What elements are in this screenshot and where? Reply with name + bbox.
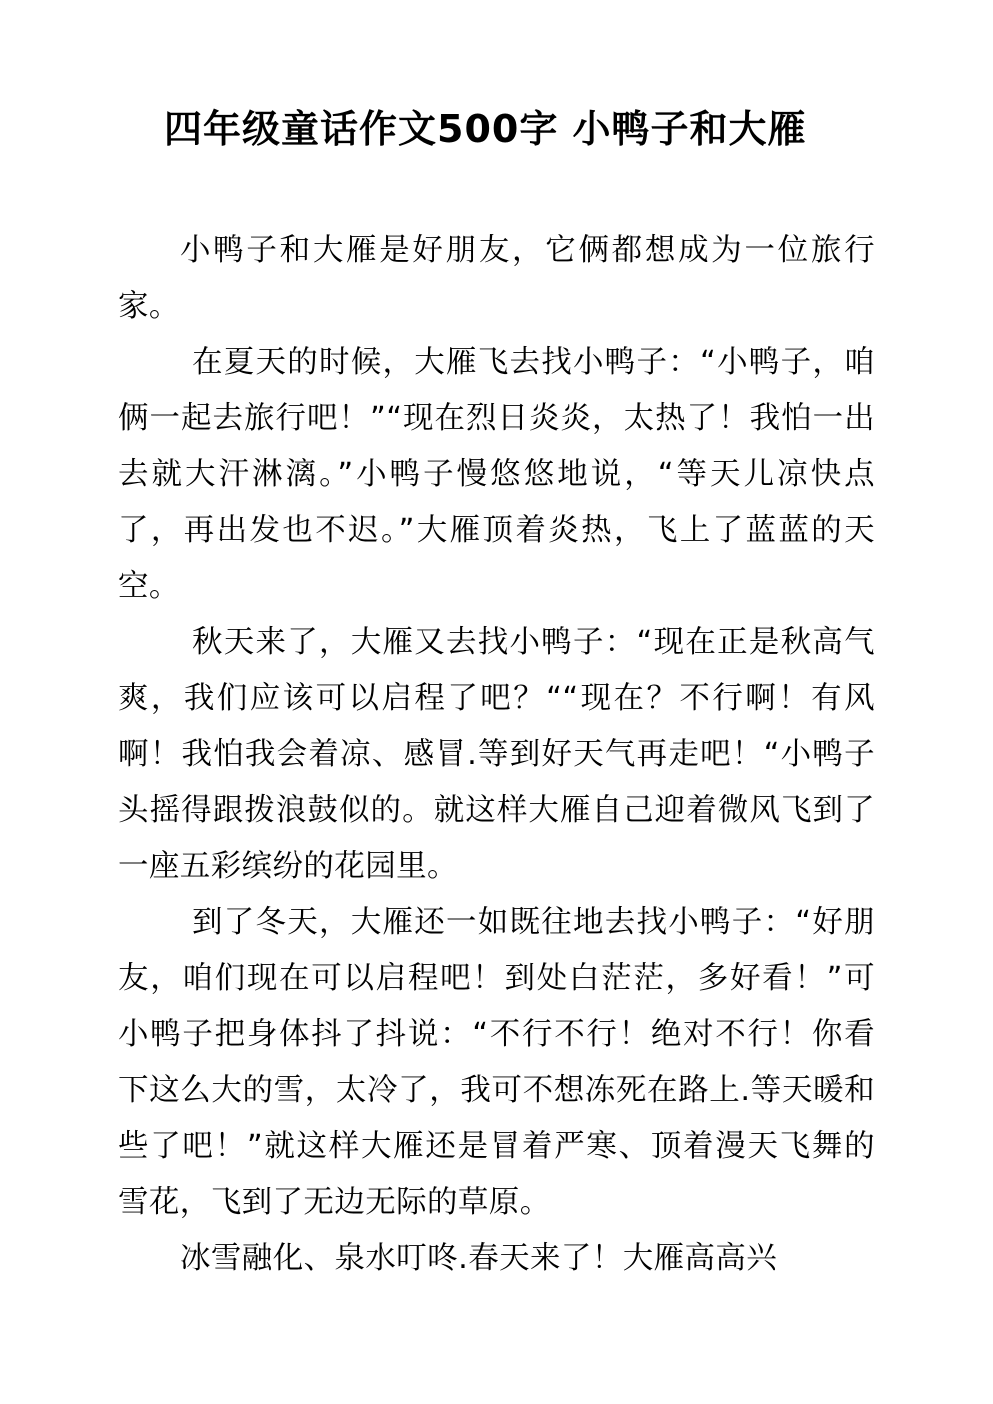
paragraph: 冰雪融化、泉水叮咚.春天来了！大雁高高兴	[180, 1241, 778, 1277]
paragraph: 秋天来了，大雁又去找小鸭子：“现在正是秋高气爽，我们应该可以启程了吧？““现在？不行啊！有风啊！我怕我会着凉、感冒.等到好天气再走吧！“小鸭子头摇得跟拨浪鼓似的。就这样大雁自己迎着微风飞到了一座五彩缤纷的花园里。	[118, 625, 875, 885]
document-body	[118, 223, 875, 1287]
paragraph: 小鸭子和大雁是好朋友，它俩都想成为一位旅行家。	[118, 233, 875, 325]
paragraph: 在夏天的时候，大雁飞去找小鸭子：“小鸭子，咱俩一起去旅行吧！”“现在烈日炎炎，太热了！我怕一出去就大汗淋漓。”小鸭子慢悠悠地说，“等天儿凉快点了，再出发也不迟。”大雁顶着炎热，飞上了蓝蓝的天空。	[118, 345, 875, 605]
paragraph: 到了冬天，大雁还一如既往地去找小鸭子：“好朋友，咱们现在可以启程吧！到处白茫茫，多好看！”可小鸭子把身体抖了抖说：“不行不行！绝对不行！你看下这么大的雪，太冷了，我可不想冻死在路上.等天暖和些了吧！”就这样大雁还是冒着严寒、顶着漫天飞舞的雪花，飞到了无边无际的草原。	[118, 905, 875, 1221]
page-title: 四年级童话作文500字 小鸭子和大雁	[164, 107, 807, 151]
